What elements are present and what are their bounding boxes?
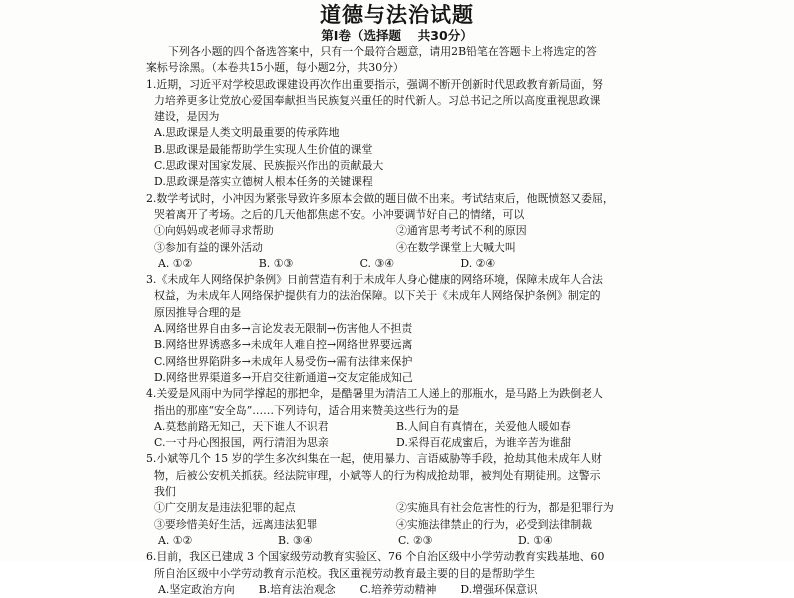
question-1-option-d: D.思政课是落实立德树人根本任务的关键课程 bbox=[154, 175, 373, 189]
question-4-stem: 指出的那座“安全岛”……下列诗句，适合用来赞美这些行为的是 bbox=[154, 403, 460, 417]
question-6-choice-b: B.培育法治观念 bbox=[258, 582, 336, 596]
question-5-items-row bbox=[146, 500, 638, 516]
question-1-option-c: C.思政课对国家发展、民族振兴作出的贡献最大 bbox=[154, 159, 384, 173]
question-4-options-row bbox=[146, 419, 638, 435]
question-4-option-c: C.一寸丹心图报国，两行清泪为思亲 bbox=[154, 436, 329, 450]
question-1-stem: 力培养更多让党放心爱国奉献担当民族复兴重任的时代新人。习总书记之所以高度重视思政课 bbox=[154, 93, 601, 107]
question-3-stem: 权益，为未成年人网络保护提供有力的法治保障。以下关于《未成年人网络保护条例》制定的 bbox=[154, 289, 601, 303]
question-3-option-d: D.网络世界渠道多→开启交往新通道→交友定能成知己 bbox=[154, 370, 413, 384]
question-4-option-a: A.莫愁前路无知己，天下谁人不识君 bbox=[154, 419, 329, 433]
question-3-option-a: A.网络世界自由多→言论发表无限制→伤害他人不担责 bbox=[154, 322, 413, 336]
question-5-choice-a: A. ①② bbox=[158, 533, 193, 547]
question-5-choice-d: D. ①④ bbox=[518, 533, 553, 547]
question-6-stem: 6.目前，我区已建成 3 个国家级劳动教育实验区、76 个自治区级中小学劳动教育实践基地、60 bbox=[146, 550, 605, 564]
question-3-option-b: B.网络世界诱惑多→未成年人难自控→网络世界要远离 bbox=[154, 338, 413, 352]
question-1-option-a: A.思政课是人类文明最重要的传承阵地 bbox=[154, 126, 340, 140]
question-1-stem: 1.近期，习近平对学校思政课建设再次作出重要指示，强调不断开创新时代思政教育新局面，努 bbox=[146, 77, 603, 91]
question-2-choice-d: D. ②④ bbox=[460, 256, 496, 270]
question-2-choices bbox=[146, 256, 638, 272]
question-1-stem: 建设，是因为 bbox=[154, 110, 220, 124]
question-2-item: ②通宵思考考试不利的原因 bbox=[396, 224, 527, 238]
question-4-options-row bbox=[146, 435, 638, 451]
question-3-option-c: C.网络世界陷阱多→未成年人易受伤→需有法律来保护 bbox=[154, 354, 413, 368]
exam-content bbox=[146, 44, 638, 598]
instructions-line: 案标号涂黑。（本卷共15小题，每小题2分，共30分） bbox=[146, 61, 404, 75]
question-3-stem: 3.《未成年人网络保护条例》日前营造有利于未成年人身心健康的网络环境，保障未成年人合法 bbox=[146, 273, 603, 287]
question-6-choices bbox=[146, 582, 638, 598]
section-heading: 第Ⅰ卷（选择题 共30分） bbox=[321, 28, 473, 43]
question-6-choice-d: D.增强环保意识 bbox=[460, 582, 538, 596]
question-3-stem: 原因推导合理的是 bbox=[154, 305, 242, 319]
question-5-item: ④实施法律禁止的行为，必受到法律制裁 bbox=[396, 517, 593, 531]
question-5-item: ③要珍惜美好生活，远离违法犯罪 bbox=[154, 517, 318, 531]
question-2-item: ④在数学课堂上大喊大叫 bbox=[396, 240, 516, 254]
question-6-choice-c: C.培养劳动精神 bbox=[359, 582, 437, 596]
question-2-items-row bbox=[146, 223, 638, 239]
question-2-stem: 2.数学考试时，小冲因为紧张导致许多原本会做的题目做不出来。考试结束后，他既愤怒又委屈， bbox=[146, 191, 614, 205]
question-5-item: ②实施具有社会危害性的行为，都是犯罪行为 bbox=[396, 501, 614, 515]
question-1-option-b: B.思政课是最能帮助学生实现人生价值的课堂 bbox=[154, 142, 373, 156]
question-2-item: ③参加有益的课外活动 bbox=[154, 240, 263, 254]
question-2-items-row bbox=[146, 240, 638, 256]
question-5-choice-b: B. ③④ bbox=[278, 533, 313, 547]
question-2-choice-c: C. ③④ bbox=[359, 256, 394, 270]
question-2-choice-a: A. ①② bbox=[158, 256, 193, 270]
question-6-choice-a: A.坚定政治方向 bbox=[158, 582, 235, 596]
question-2-choice-b: B. ①③ bbox=[258, 256, 294, 270]
question-2-item: ①向妈妈或老师寻求帮助 bbox=[154, 224, 274, 238]
question-5-stem: 5.小斌等几个 15 岁的学生多次纠集在一起，使用暴力、言语威胁等手段，抢劫其他未成年人财 bbox=[146, 452, 602, 466]
question-5-choice-c: C. ②③ bbox=[398, 533, 433, 547]
question-4-option-b: B.人间自有真情在，关爱他人暖如春 bbox=[396, 419, 571, 433]
exam-title: 道德与法治试题 bbox=[320, 3, 474, 27]
question-4-stem: 4.关爱是风雨中为同学撑起的那把伞，是酷暑里为清洁工人递上的那瓶水，是马路上为跌倒老人 bbox=[146, 387, 603, 401]
instructions-line: 下列各小题的四个备选答案中，只有一个最符合题意，请用2B铅笔在答题卡上将选定的答 bbox=[168, 45, 597, 58]
question-5-choices bbox=[146, 533, 638, 549]
question-5-stem: 物，后被公安机关抓获。经法院审理，小斌等人的行为构成抢劫罪，被判处有期徒刑。这警示 bbox=[154, 468, 601, 482]
question-6-stem: 所自治区级中小学劳动教育示范校。我区重视劳动教育最主要的目的是帮助学生 bbox=[154, 566, 536, 580]
question-5-item: ①广交朋友是违法犯罪的起点 bbox=[154, 501, 296, 515]
question-5-items-row bbox=[146, 517, 638, 533]
question-2-stem: 哭着离开了考场。之后的几天他都焦虑不安。小冲要调节好自己的情绪，可以 bbox=[154, 207, 525, 221]
question-5-stem: 我们 bbox=[154, 485, 176, 499]
question-4-option-d: D.采得百花成蜜后，为谁辛苦为谁甜 bbox=[396, 436, 572, 450]
